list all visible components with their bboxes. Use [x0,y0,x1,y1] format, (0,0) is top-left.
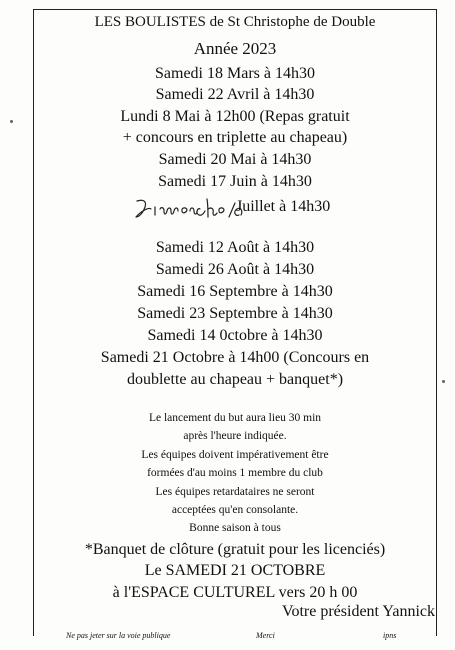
scan-speck [10,120,13,123]
date-line: Samedi 23 Septembre à 14h30 [137,305,333,322]
footer-thanks: Merci [256,631,275,640]
footer-note: Ne pas jeter sur la voie publique [66,631,171,640]
date-line: Samedi 17 Juin à 14h30 [158,173,312,190]
date-line: doublette au chapeau + banquet*) [126,371,344,388]
date-line: Samedi 21 Octobre à 14h00 (Concours en [100,349,370,366]
rules-note: Bonne saison à tous [189,522,281,534]
date-line: Samedi 14 0ctobre à 14h30 [147,327,323,344]
season-year: Année 2023 [193,39,277,58]
rules-note: Les équipes doivent impérativement être [141,449,329,461]
banquet-venue: à l'ESPACE CULTUREL vers 20 h 00 [112,584,358,601]
banquet-date: Le SAMEDI 21 OCTOBRE [144,562,326,579]
date-line: + concours en triplette au chapeau) [122,129,348,146]
president-signature: Votre président Yannick [281,603,435,620]
rules-note: Le lancement du but aura lieu 30 min [148,412,322,424]
date-line: Samedi 22 Avril à 14h30 [155,86,315,103]
club-title: LES BOULISTES de St Christophe de Double [94,14,376,30]
handwritten-date-rest: Juillet à 14h30 [236,198,331,215]
rules-note: Les équipes retardataires ne seront [155,486,315,498]
date-line: Lundi 8 Mai à 12h00 (Repas gratuit [120,108,350,125]
footer-ipns: ipns [383,631,397,640]
rules-note: après l'heure indiquée. [183,430,287,442]
date-line: Samedi 18 Mars à 14h30 [155,65,315,82]
rules-note: acceptées qu'en consolante. [171,504,299,516]
handwritten-date-row [33,195,437,219]
date-line: Samedi 16 Septembre à 14h30 [137,283,333,300]
date-line: Samedi 26 Août à 14h30 [155,261,315,278]
date-line: Samedi 20 Mai à 14h30 [158,151,312,168]
rules-note: formées d'au moins 1 membre du club [147,467,323,479]
date-line: Samedi 12 Août à 14h30 [155,239,315,256]
banquet-line: *Banquet de clôture (gratuit pour les licenciés) [84,541,386,558]
scan-speck [442,380,445,383]
